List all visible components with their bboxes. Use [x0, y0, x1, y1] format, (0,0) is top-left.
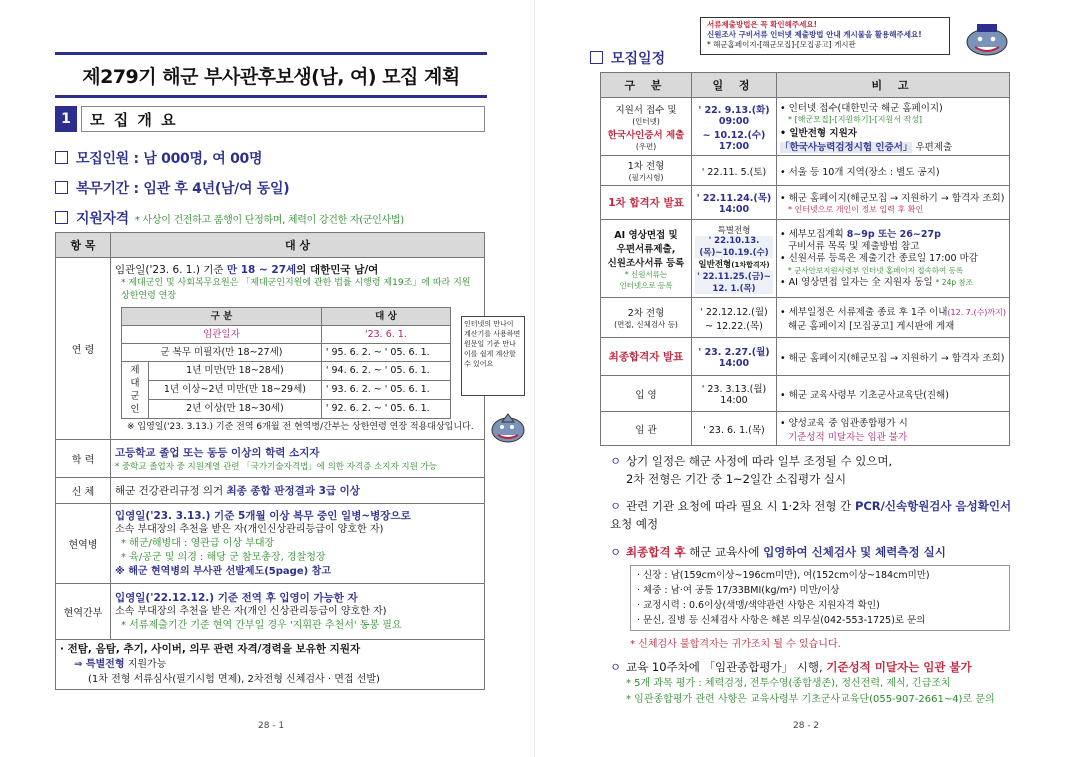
table-row-age: 연 령 임관일('23. 6. 1.) 기준 만 18 ~ 27세의 대한민국 남/여 * 제대군인 및 사회복무요원은 「제대군인지원에 관한 법률 시행령 제19조」에 따라 지원 상한연령 연장 구 분 대 상 임관일자 '23. 6. 1. 군 복무 미필자(만 18~27세) ' 95. 6. 2. ~ ' 05. 6. 1. 제대군인 1년 미만(만 18~28세) ' 94. 6. 2. ~ ' 05. 6. 1. 1년 이상~2년 미만(만 18~29세) ' 93. 6. 2. ~ ' 05. 6. 1. 2년 이상(만 18~30세) ' 92. 6. 2. ~ ' 05. 6. 1. ※ 입영일('23. 3.13.) 기준 전역 6개월 전 현역병/간부는 상한연령 연장 적용대상입니다. — [56, 258, 485, 440]
table-row: 1차 전형 (필기시험) ' 22.11. 5.(토) • 서울 등 10개 지역(장소 : 별도 공지) — [601, 156, 1010, 186]
qualification-table — [55, 232, 485, 690]
recruit-count: 모집인원 : 남 000명, 여 00명 — [55, 148, 262, 168]
schedule-table: 구 분 일 정 비 고 지원서 접수 및 (인터넷) 한국사인증서 제출 (우편) ' 22. 9.13.(화) 09:00 ~ 10.12.(수) 17:00 • 인터넷 접수(대한민국 해군 홈페이지) * [해군모집]-[지원하기]-[지원서 작성] • 일반전형 지원자 「한국사능력검정시험 인증서」 우편제출 1차 전형 (필기시험) ' 22.11. 5.(토) • 서울 등 10개 지역(장소 : 별도 공지) 1차 합격자 발표 ' 22.11.24.(목) 14:00 • 해군 홈페이지(해군모집 → 지원하기 → 합격자 조회) * 인터넷으로 개인이 정보 입력 후 확인 AI 영상면접 및 우편서류제출, 신원조사서류 등록 * 신원서류는 인터넷으로 등록 특별전형 ' 22.10.13.(목)~10.19.(수) 일반전형(1차합격자) ' 22.11.25.(금)~ 12. 1.(목) • 세부모집계획 8~9p 또는 26~27p 구비서류 목록 및 제출방법 참고 • 신원서류 등록은 제출기간 종료일 17:00 마감 * 군사안보지원사령부 인터넷 홈페이지 접속하여 등록 • AI 영상면접 일자는 全 지원자 동일 * 24p 참조 2차 전형 (면접, 신체검사 등) ' 22.12.12.(월) ~ 12.22.(목) • 세부일정은 서류제출 종료 후 1주 이내(12. 7.(수)까지) 해군 홈페이지 [모집공고] 게시판에 게재 최종합격자 발표 ' 23. 2.27.(월) 14:00 • 해군 홈페이지(해군모집 → 지원하기 → 합격자 조회) 입 영 ' 23. 3.13.(월) 14:00 • 해군 교육사령부 기초군사교육단(진해) 임 관 ' 23. 6. 1.(목) • 양성교육 중 임관종합평가 시 기준성적 미달자는 임관 불가 — [600, 72, 1010, 446]
table-row: 지원서 접수 및 (인터넷) 한국사인증서 제출 (우편) ' 22. 9.13.(화) 09:00 ~ 10.12.(수) 17:00 • 인터넷 접수(대한민국 해군 홈페이지) * [해군모집]-[지원하기]-[지원서 작성] • 일반전형 지원자 「한국사능력검정시험 인증서」 우편제출 — [601, 98, 1010, 156]
table-row: 2차 전형 (면접, 신체검사 등) ' 22.12.12.(월) ~ 12.22.(목) • 세부일정은 서류제출 종료 후 1주 이내(12. 7.(수)까지) 해군 홈페이지 [모집공고] 게시판에 게재 — [601, 298, 1010, 338]
table-row: 1차 합격자 발표 ' 22.11.24.(목) 14:00 • 해군 홈페이지(해군모집 → 지원하기 → 합격자 조회) * 인터넷으로 개인이 정보 입력 후 확인 — [601, 186, 1010, 220]
physical-criteria-box: · 신장 : 남(159cm이상~196cm미만), 여(152cm이상~184cm미만) · 체중 : 남·여 공통 17/33BMI(kg/m²) 미만/이상 · 교정시력 : 0.6이상(색맹/색약관련 사항은 지원자격 확인) · 문신, 질병 등 신체검사 사항은 해본 의무실(042-553-1725)로 문의 — [630, 565, 1010, 631]
checkbox-square-icon — [55, 211, 68, 224]
schedule-remark: • 인터넷 접수(대한민국 해군 홈페이지) * [해군모집]-[지원하기]-[지원서 작성] • 일반전형 지원자 「한국사능력검정시험 인증서」 우편제출 — [777, 98, 1010, 156]
col-header-item: 항 목 — [56, 233, 111, 258]
section-header — [55, 106, 485, 132]
table-row-active-officer: 현역간부 입영일('22.12.12.) 기준 전역 후 입영이 가능한 자 소속 부대장의 추천을 받은 자(개인 신상관리등급이 양호한 자) * 서류제출기간 기준 현역 간부일 경우 '지휘관 추천서' 동봉 필요 — [56, 584, 485, 640]
schedule-heading: 모집일정 — [590, 48, 665, 68]
table-row-active-soldier: 현역병 입영일('23. 3.13.) 기준 5개월 이상 복무 중인 일병~병장으로 소속 부대장의 추천을 받은 자(개인신상관리등급이 양호한 자) * 해군/해병대 : 영관급 이상 부대장 * 육/공군 및 의경 : 해당 군 참모총장, 경찰청장 ※ 해군 현역병의 부사관 선발제도(5page) 참고 — [56, 504, 485, 584]
qualification-heading: 지원자격 * 사상이 건전하고 품행이 단정하며, 체력이 강건한 자(군인사법) — [55, 208, 404, 228]
section-number: 1 — [55, 106, 77, 132]
checkbox-square-icon — [55, 151, 68, 164]
note-pcr: ㅇ 관련 기관 요청에 따라 필요 시 1·2차 전형 간 PCR/신속항원검사 음성확인서 요청 예정 — [610, 499, 1012, 531]
age-inner-table: 구 분 대 상 임관일자 '23. 6. 1. 군 복무 미필자(만 18~27세) ' 95. 6. 2. ~ ' 05. 6. 1. 제대군인 1년 미만(만 18~28세) ' 94. 6. 2. ~ ' 05. 6. 1. 1년 이상~2년 미만(만 18~29세) ' 93. 6. 2. ~ ' 05. 6. 1. 2년 이상(만 18~30세) ' 92. 6. 2. ~ ' 05. 6. 1. — [121, 307, 451, 419]
shark-mascot-icon — [963, 20, 1011, 60]
tip-bubble: 인터넷의 만나이 계산기를 사용하면 원문일 기준 만나이를 쉽게 계산할 수 있어요 — [461, 316, 525, 396]
page-title: 제279기 해군 부사관후보생(남, 여) 모집 계획 — [55, 52, 487, 98]
table-row-special: · 전탐, 음탐, 추기, 사이버, 의무 관련 자격/경력을 보유한 지원자 ⇒ 특별전형 지원가능 (1차 전형 서류심사(필기시험 면제), 2차전형 신체검사 · 면접 선발) — [56, 640, 485, 690]
table-row: 최종합격자 발표 ' 23. 2.27.(월) 14:00 • 해군 홈페이지(해군모집 → 지원하기 → 합격자 조회) — [601, 338, 1010, 376]
table-row: AI 영상면접 및 우편서류제출, 신원조사서류 등록 * 신원서류는 인터넷으로 등록 특별전형 ' 22.10.13.(목)~10.19.(수) 일반전형(1차합격자) ' 22.11.25.(금)~ 12. 1.(목) • 세부모집계획 8~9p 또는 26~27p 구비서류 목록 및 제출방법 참고 • 신원서류 등록은 제출기간 종료일 17:00 마감 * 군사안보지원사령부 인터넷 홈페이지 접속하여 등록 • AI 영상면접 일자는 全 지원자 동일 * 24p 참조 — [601, 220, 1010, 298]
notice-bubble: 서류제출방법은 꼭 확인해주세요! 신원조사 구비서류 인터넷 제출방법 안내 게시물을 활용해주세요! * 해군홈페이지-[해군모집]-[모집공고] 게시판 — [700, 17, 950, 55]
note-schedule-change: ㅇ 상기 일정은 해군 사정에 따라 일부 조정될 수 있으며, 2차 전형은 기간 중 1~2일간 소집평가 실시 — [610, 454, 893, 486]
page-2 — [535, 0, 1070, 757]
service-period: 복무기간 : 임관 후 4년(남/여 동일) — [55, 178, 289, 198]
note-physical: ㅇ 최종합격 후 해군 교육사에 입영하여 신체검사 및 체력측정 실시 — [610, 545, 946, 559]
checkbox-square-icon — [55, 181, 68, 194]
table-row-body: 신 체 해군 건강관리규정 의거 최종 종합 판정결과 3급 이상 — [56, 478, 485, 504]
col-header-target: 대 상 — [111, 233, 485, 258]
note-evaluation: ㅇ 교육 10주차에 「임관종합평가」 시행, 기준성적 미달자는 임관 불가 * 5개 과목 평가 : 체력검정, 전투수영(종합생존), 정신전력, 제식, 긴급조치 * 임관종합평가 관련 사항은 교육사령부 기초군사교육단(055-907-2661~4)로 문의 — [610, 660, 995, 705]
checkbox-square-icon — [590, 51, 603, 64]
table-row-education: 학 력 고등학교 졸업 또는 동등 이상의 학력 소지자 * 중학교 졸업자 중 지원계열 관련 「국가기술자격법」에 의한 자격증 소지자 지원 가능 — [56, 440, 485, 478]
table-row: 임 관 ' 23. 6. 1.(목) • 양성교육 중 임관종합평가 시 기준성적 미달자는 임관 불가 — [601, 412, 1010, 446]
shark-mascot-icon — [488, 410, 528, 446]
physical-fail-note: * 신체검사 불합격자는 귀가조치 될 수 있습니다. — [630, 639, 841, 650]
table-row: 입 영 ' 23. 3.13.(월) 14:00 • 해군 교육사령부 기초군사교육단(진해) — [601, 376, 1010, 412]
page-number: 28 - 2 — [793, 721, 820, 731]
section-title: 모 집 개 요 — [81, 106, 485, 132]
page-number: 28 - 1 — [258, 721, 285, 731]
